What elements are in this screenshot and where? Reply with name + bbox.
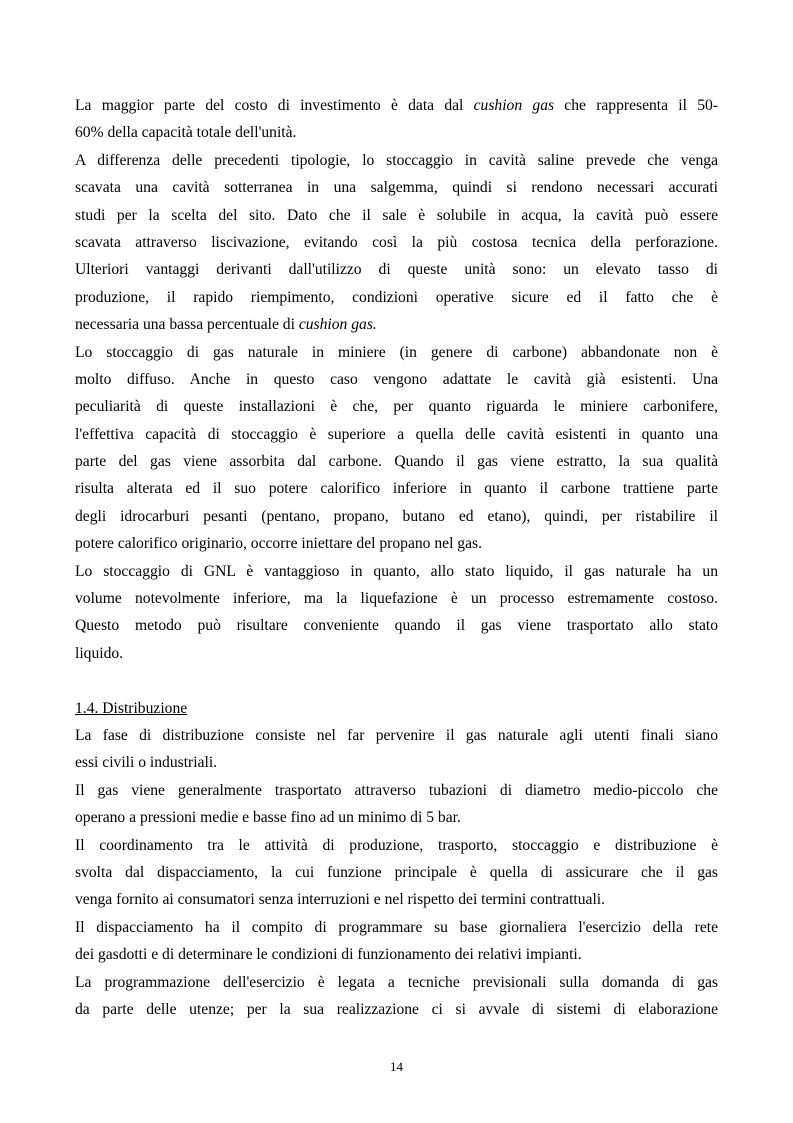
text-run: scavata una cavità sotterranea in una salgemma, quindi si rendono necessari accurati	[75, 179, 718, 197]
italic-term: cushion gas.	[298, 316, 377, 334]
text-line	[75, 311, 718, 338]
text-run: liquido.	[75, 644, 124, 662]
text-run: La maggior parte del costo di investimento è data dal	[75, 97, 474, 114]
section-heading: 1.4. Distribuzione	[75, 699, 188, 717]
paragraph	[75, 147, 718, 339]
text-line	[75, 859, 718, 886]
text-line	[75, 174, 718, 201]
text-run: Il coordinamento tra le attività di produzione, trasporto, stoccaggio e distribuzione è	[75, 836, 718, 854]
text-run: risulta alterata ed il suo potere calorifico inferiore in quanto il carbone trattiene parte	[75, 480, 718, 498]
text-line	[75, 229, 718, 256]
text-run: parte del gas viene assorbita dal carbone. Quando il gas viene estratto, la sua qualità	[75, 453, 718, 471]
text-line	[75, 256, 718, 283]
text-line	[75, 640, 718, 667]
text-run: Lo stoccaggio di GNL è vantaggioso in quanto, allo stato liquido, il gas naturale ha un	[75, 562, 718, 580]
text-run: scavata attraverso liscivazione, evitando così la più costosa tecnica della perforazione.	[75, 233, 718, 251]
page-number: 14	[390, 1059, 403, 1074]
text-line	[75, 914, 718, 941]
text-line	[75, 804, 718, 831]
paragraph	[75, 832, 718, 914]
text-line	[75, 421, 718, 448]
text-run: volume notevolmente inferiore, ma la liquefazione è un processo estremamente costoso.	[75, 590, 718, 608]
paragraph	[75, 777, 718, 832]
text-run: da parte delle utenze; per la sua realizzazione ci si avvale di sistemi di elaborazione	[75, 1000, 718, 1018]
text-run: La programmazione dell'esercizio è legata a tecniche previsionali sulla domanda di gas	[75, 973, 718, 991]
text-line	[75, 886, 718, 913]
text-line	[75, 832, 718, 859]
text-line	[75, 777, 718, 804]
text-run: potere calorifico originario, occorre iniettare del propano nel gas.	[75, 535, 482, 553]
text-run: dei gasdotti e di determinare le condizioni di funzionamento dei relativi impianti.	[75, 946, 582, 964]
paragraph	[75, 722, 718, 777]
text-run: Lo stoccaggio di gas naturale in miniere (in genere di carbone) abbandonate non è	[75, 343, 718, 361]
text-line	[75, 284, 718, 311]
text-run: degli idrocarburi pesanti (pentano, propano, butano ed etano), quindi, per ristabilire il	[75, 507, 718, 525]
text-run: produzione, il rapido riempimento, condizioni operative sicure ed il fatto che è	[75, 288, 718, 306]
text-run: 60% della capacità totale dell'unità.	[75, 124, 297, 142]
text-line	[75, 366, 718, 393]
body-text	[75, 92, 718, 1023]
text-line	[75, 92, 718, 119]
text-line	[75, 147, 718, 174]
text-run: A differenza delle precedenti tipologie, lo stoccaggio in cavità saline prevede che venga	[75, 151, 718, 169]
text-run: molto diffuso. Anche in questo caso vengono adattate le cavità già esistenti. Una	[75, 370, 718, 388]
text-run: svolta dal dispacciamento, la cui funzione principale è quella di assicurare che il gas	[75, 863, 718, 881]
text-run: l'effettiva capacità di stoccaggio è superiore a quella delle cavità esistenti in quanto una	[75, 425, 718, 443]
text-line	[75, 722, 718, 749]
paragraph	[75, 969, 718, 1024]
text-run: peculiarità di queste installazioni è che, per quanto riguarda le miniere carbonifere,	[75, 398, 718, 416]
text-run: Il dispacciamento ha il compito di programmare su base giornaliera l'esercizio della rete	[75, 918, 718, 936]
text-line	[75, 475, 718, 502]
italic-term: cushion gas	[473, 97, 555, 114]
paragraph	[75, 558, 718, 668]
paragraph	[75, 914, 718, 969]
text-run: Questo metodo può risultare conveniente quando il gas viene trasportato allo stato	[75, 617, 718, 635]
text-line	[75, 393, 718, 420]
text-line	[75, 941, 718, 968]
text-line	[75, 585, 718, 612]
text-run: Il gas viene generalmente trasportato attraverso tubazioni di diametro medio-piccolo che	[75, 781, 718, 799]
text-run: La fase di distribuzione consiste nel far pervenire il gas naturale agli utenti finali siano	[75, 726, 718, 744]
text-line	[75, 530, 718, 557]
blank-line	[75, 667, 718, 694]
text-run: operano a pressioni medie e basse fino ad un minimo di 5 bar.	[75, 809, 461, 827]
text-line	[75, 612, 718, 639]
text-run: essi civili o industriali.	[75, 754, 218, 772]
text-run: studi per la scelta del sito. Dato che il sale è solubile in acqua, la cavità può essere	[75, 206, 718, 224]
text-run: venga fornito ai consumatori senza interruzioni e nel rispetto dei termini contrattuali.	[75, 891, 606, 909]
text-line	[75, 339, 718, 366]
text-run: Ulteriori vantaggi derivanti dall'utilizzo di queste unità sono: un elevato tasso di	[75, 261, 718, 279]
text-run: necessaria una bassa percentuale di	[75, 316, 299, 334]
text-run: che rappresenta il 50-	[554, 97, 718, 114]
text-line	[75, 119, 718, 146]
text-line	[75, 996, 718, 1023]
text-line	[75, 503, 718, 530]
text-line	[75, 448, 718, 475]
text-line	[75, 969, 718, 996]
paragraph	[75, 92, 718, 147]
text-line	[75, 558, 718, 585]
paragraph	[75, 339, 718, 558]
text-line	[75, 749, 718, 776]
text-line	[75, 202, 718, 229]
